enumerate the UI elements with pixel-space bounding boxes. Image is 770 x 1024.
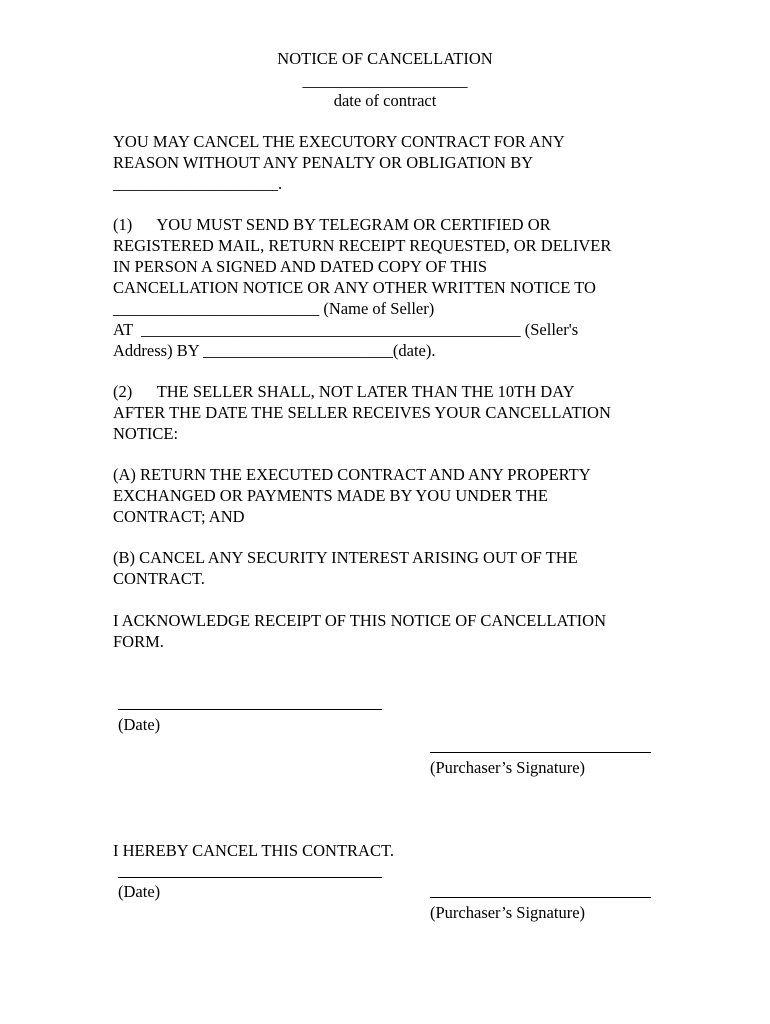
document-title: NOTICE OF CANCELLATION: [277, 49, 493, 68]
acknowledge-line-2: FORM.: [113, 632, 164, 651]
purchaser-signature-label-1: (Purchaser’s Signature): [430, 758, 586, 777]
intro-line-1: YOU MAY CANCEL THE EXECUTORY CONTRACT FOR ANY: [113, 132, 565, 151]
date-of-contract-blank: ____________________: [302, 71, 468, 90]
date-line-1: [118, 709, 382, 710]
section2-line-2: AFTER THE DATE THE SELLER RECEIVES YOUR CANCELLATION: [113, 403, 611, 422]
signature-line-2: [430, 897, 651, 898]
section1-line-7: Address) BY _______________________(date).: [113, 341, 436, 360]
signature-line-1: [430, 752, 651, 753]
date-label-2: (Date): [118, 882, 161, 901]
intro-line-2: REASON WITHOUT ANY PENALTY OR OBLIGATION BY: [113, 153, 534, 172]
section2-line-3: NOTICE:: [113, 424, 179, 443]
sectionB-line-1: (B) CANCEL ANY SECURITY INTEREST ARISING OUT OF THE: [113, 548, 578, 567]
section2-line-1: (2) THE SELLER SHALL, NOT LATER THAN THE 10TH DAY: [113, 382, 575, 401]
acknowledge-line-1: I ACKNOWLEDGE RECEIPT OF THIS NOTICE OF CANCELLATION: [113, 611, 607, 630]
hereby-cancel-text: I HEREBY CANCEL THIS CONTRACT.: [113, 841, 394, 860]
section1-line-1: (1) YOU MUST SEND BY TELEGRAM OR CERTIFIED OR: [113, 215, 551, 234]
sectionB-line-2: CONTRACT.: [113, 569, 205, 588]
date-label-1: (Date): [118, 715, 161, 734]
sectionA-line-3: CONTRACT; AND: [113, 507, 245, 526]
sectionA-line-2: EXCHANGED OR PAYMENTS MADE BY YOU UNDER THE: [113, 486, 548, 505]
date-line-2: [118, 877, 382, 878]
date-of-contract-label: date of contract: [333, 91, 437, 110]
section1-line-4: CANCELLATION NOTICE OR ANY OTHER WRITTEN NOTICE TO: [113, 278, 596, 297]
sectionA-line-1: (A) RETURN THE EXECUTED CONTRACT AND ANY PROPERTY: [113, 465, 591, 484]
section1-line-5: _________________________ (Name of Seller): [113, 299, 435, 318]
section1-line-6: AT ______________________________________________ (Seller's: [113, 320, 579, 339]
purchaser-signature-label-2: (Purchaser’s Signature): [430, 903, 586, 922]
section1-line-2: REGISTERED MAIL, RETURN RECEIPT REQUESTED, OR DELIVER: [113, 236, 612, 255]
intro-line-3: ____________________.: [113, 174, 283, 193]
section1-line-3: IN PERSON A SIGNED AND DATED COPY OF THIS: [113, 257, 488, 276]
